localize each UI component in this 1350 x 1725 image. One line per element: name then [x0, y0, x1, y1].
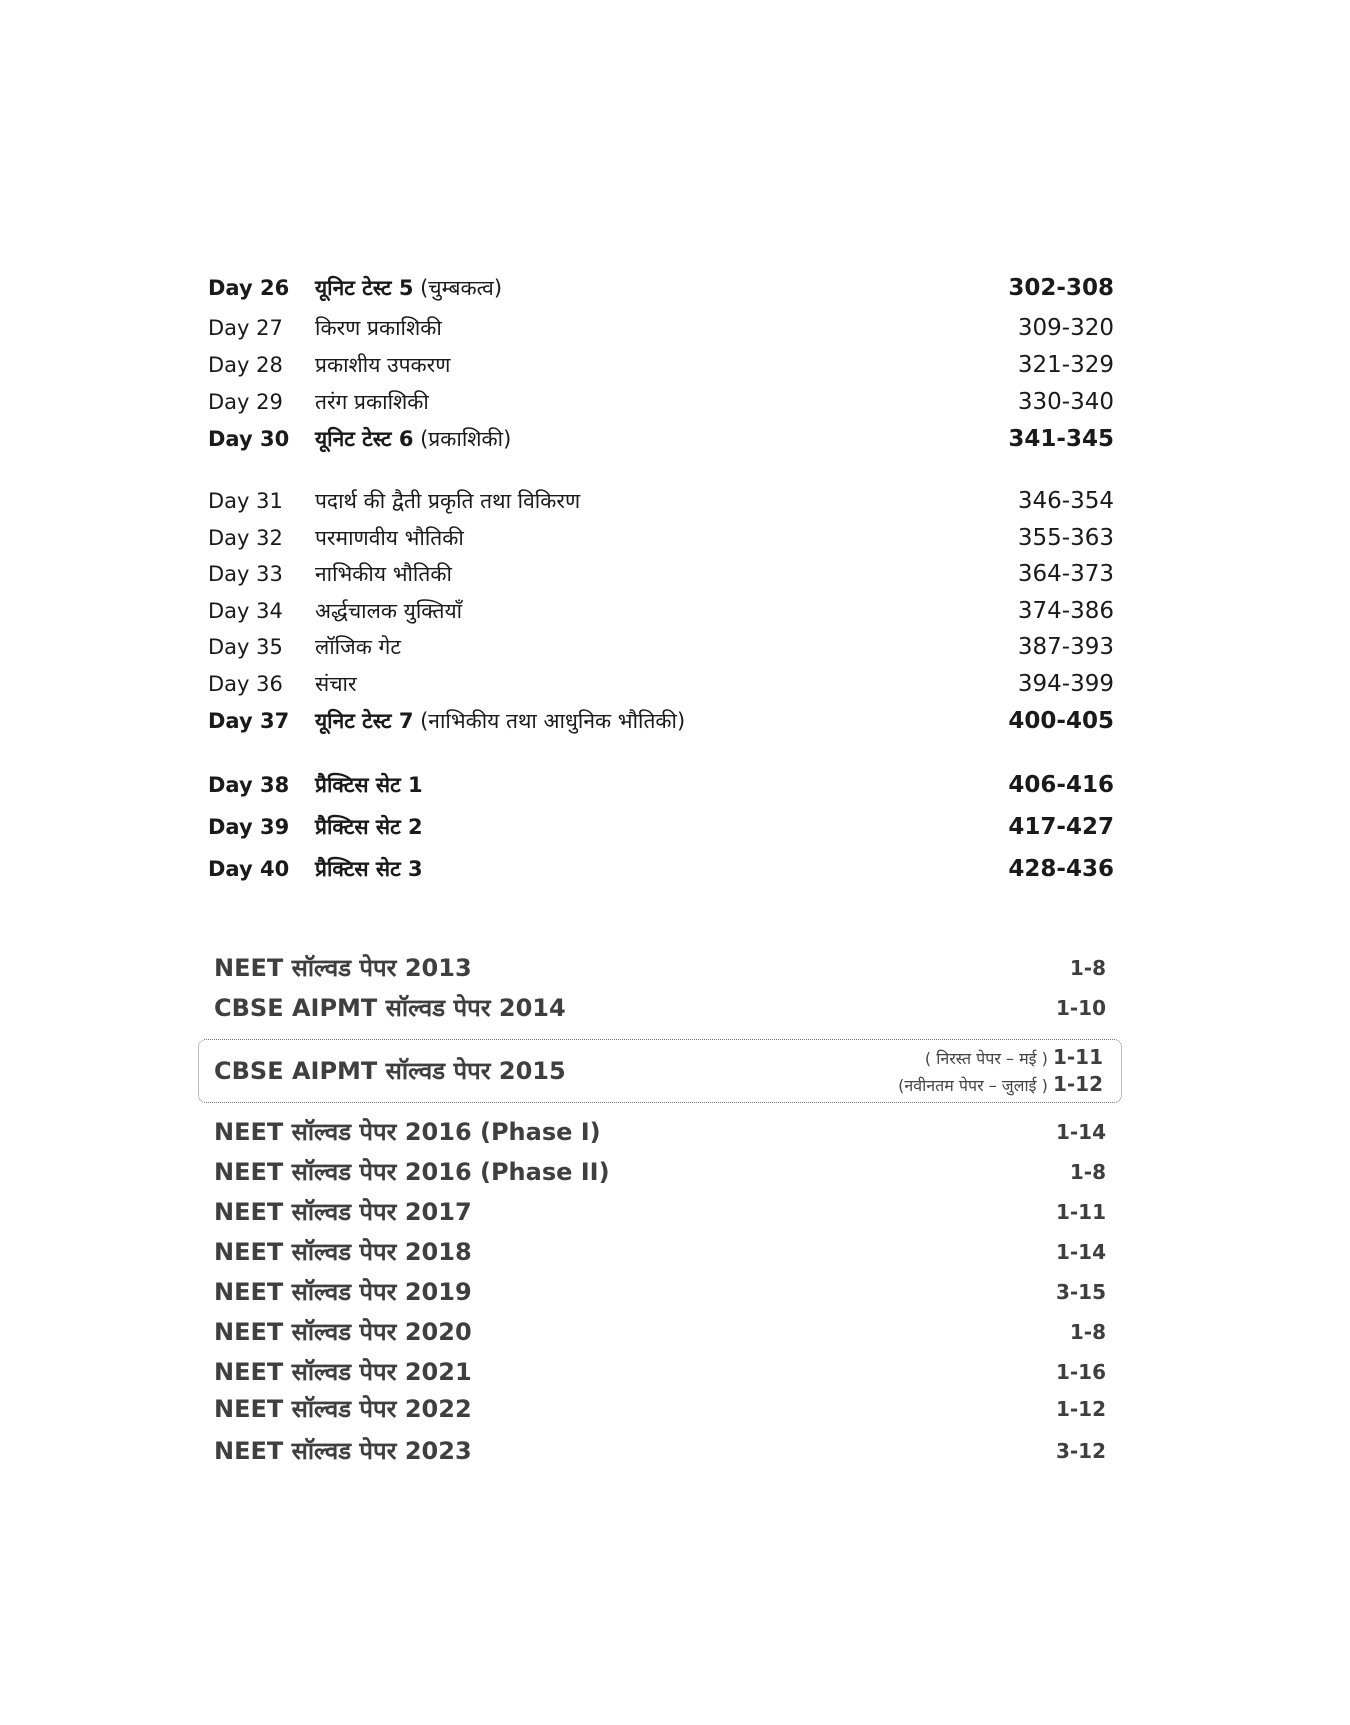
day-label: Day 28 — [208, 353, 283, 377]
toc-row — [0, 520, 1350, 556]
chapter-title — [315, 809, 423, 845]
day-label: Day 33 — [208, 562, 283, 586]
solved-paper-row — [0, 1312, 1350, 1352]
day-label: Day 30 — [208, 427, 290, 451]
solved-paper-row — [0, 1112, 1350, 1152]
chapter-title: नाभिकीय भौतिकी — [315, 562, 452, 586]
chapter-title — [315, 270, 502, 306]
chapter-title: प्रकाशीय उपकरण — [315, 353, 451, 377]
day-label: Day 35 — [208, 635, 283, 659]
page-range: 341-345 — [1008, 426, 1114, 452]
day-label: Day 36 — [208, 672, 283, 696]
day-label: Day 40 — [208, 857, 290, 881]
page-range: 1-11 — [1055, 1200, 1106, 1224]
page-range: 346-354 — [1017, 488, 1114, 514]
page-range: 428-436 — [1008, 856, 1114, 882]
page-range: 417-427 — [1008, 814, 1114, 840]
chapter-title-sub: (नाभिकीय तथा आधुनिक भौतिकी) — [413, 709, 686, 733]
day-label: Day 37 — [208, 709, 290, 733]
page-range: 1-12 — [1055, 1397, 1106, 1421]
solved-paper-row — [0, 1389, 1350, 1429]
solved-paper-title: NEET सॉल्वड पेपर 2023 — [214, 1437, 472, 1465]
toc-row — [0, 384, 1350, 420]
chapter-title-main: प्रैक्टिस सेट 2 — [315, 815, 423, 839]
solved-paper-row — [0, 1192, 1350, 1232]
page-range: 3-12 — [1055, 1439, 1106, 1463]
solved-paper-title: NEET सॉल्वड पेपर 2018 — [214, 1238, 472, 1266]
solved-paper-row — [0, 1152, 1350, 1192]
page-range: 374-386 — [1017, 598, 1114, 624]
page-range: 330-340 — [1017, 389, 1114, 415]
solved-paper-title: NEET सॉल्वड पेपर 2016 (Phase II) — [214, 1158, 610, 1186]
page-range: 309-320 — [1017, 315, 1114, 341]
solved-paper-title: NEET सॉल्वड पेपर 2021 — [214, 1358, 472, 1386]
solved-paper-row — [0, 1431, 1350, 1471]
page-range: 1-8 — [1069, 1320, 1106, 1344]
page-range: 406-416 — [1008, 772, 1114, 798]
page-range: 1-16 — [1055, 1360, 1106, 1384]
chapter-title: अर्द्धचालक युक्तियाँ — [315, 599, 463, 623]
solved-paper-title: NEET सॉल्वड पेपर 2013 — [214, 954, 472, 982]
chapter-title: संचार — [315, 672, 357, 696]
solved-paper-row — [0, 1232, 1350, 1272]
day-label: Day 26 — [208, 276, 290, 300]
toc-row — [0, 421, 1350, 457]
paper-variant-note: ( निरस्त पेपर – मई ) — [924, 1049, 1048, 1068]
chapter-title-main: प्रैक्टिस सेट 1 — [315, 773, 423, 797]
chapter-title-sub: (चुम्बकत्व) — [413, 276, 503, 300]
page-range: 1-10 — [1055, 996, 1106, 1020]
day-label: Day 38 — [208, 773, 290, 797]
page-range: 1-14 — [1055, 1120, 1106, 1144]
page-range: 1-8 — [1069, 1160, 1106, 1184]
chapter-title — [315, 851, 423, 887]
day-label: Day 31 — [208, 489, 283, 513]
page-range: 1-12 — [1052, 1072, 1103, 1096]
toc-row — [0, 851, 1350, 887]
toc-row — [0, 809, 1350, 845]
chapter-title-main: यूनिट टेस्ट 7 — [315, 709, 414, 733]
page-range: 387-393 — [1017, 634, 1114, 660]
chapter-title — [315, 767, 423, 803]
chapter-title-sub: (प्रकाशिकी) — [413, 427, 512, 451]
solved-paper-title: NEET सॉल्वड पेपर 2022 — [214, 1395, 472, 1423]
toc-row — [0, 703, 1350, 739]
toc-row — [0, 767, 1350, 803]
chapter-title-main: यूनिट टेस्ट 5 — [315, 276, 414, 300]
page-range: 364-373 — [1017, 561, 1114, 587]
paper-variant-line — [898, 1071, 1103, 1097]
chapter-title — [315, 421, 511, 457]
solved-paper-title: CBSE AIPMT सॉल्वड पेपर 2014 — [214, 994, 566, 1022]
page-range: 1-11 — [1052, 1045, 1103, 1069]
solved-paper-title: NEET सॉल्वड पेपर 2019 — [214, 1278, 472, 1306]
page-range: 302-308 — [1008, 275, 1114, 301]
page-range: 394-399 — [1017, 671, 1114, 697]
solved-paper-title: NEET सॉल्वड पेपर 2020 — [214, 1318, 472, 1346]
paper-variant-note: (नवीनतम पेपर – जुलाई ) — [898, 1076, 1048, 1095]
solved-paper-row — [0, 1272, 1350, 1312]
day-label: Day 29 — [208, 390, 283, 414]
page-range: 355-363 — [1017, 525, 1114, 551]
paper-variant-line — [925, 1044, 1103, 1070]
chapter-title: किरण प्रकाशिकी — [315, 316, 442, 340]
page-range: 1-14 — [1055, 1240, 1106, 1264]
chapter-title-main: यूनिट टेस्ट 6 — [315, 427, 414, 451]
chapter-title: पदार्थ की द्वैती प्रकृति तथा विकिरण — [315, 489, 581, 513]
solved-paper-2015-box — [198, 1039, 1122, 1103]
chapter-title — [315, 703, 685, 739]
page-range: 400-405 — [1008, 708, 1114, 734]
toc-row — [0, 347, 1350, 383]
toc-row — [0, 593, 1350, 629]
toc-row — [0, 556, 1350, 592]
solved-paper-row — [0, 948, 1350, 988]
toc-row — [0, 629, 1350, 665]
page-range: 3-15 — [1055, 1280, 1106, 1304]
chapter-title-main: प्रैक्टिस सेट 3 — [315, 857, 423, 881]
chapter-title: तरंग प्रकाशिकी — [315, 390, 429, 414]
solved-paper-row — [0, 988, 1350, 1028]
toc-row — [0, 310, 1350, 346]
page-range: 321-329 — [1017, 352, 1114, 378]
toc-row — [0, 666, 1350, 702]
chapter-title: परमाणवीय भौतिकी — [315, 526, 464, 550]
day-label: Day 32 — [208, 526, 283, 550]
solved-paper-title: NEET सॉल्वड पेपर 2017 — [214, 1198, 472, 1226]
day-label: Day 39 — [208, 815, 290, 839]
day-label: Day 27 — [208, 316, 283, 340]
toc-row — [0, 270, 1350, 306]
solved-paper-row — [0, 1352, 1350, 1392]
day-label: Day 34 — [208, 599, 283, 623]
solved-paper-title: CBSE AIPMT सॉल्वड पेपर 2015 — [214, 1057, 566, 1085]
toc-row — [0, 483, 1350, 519]
page-range: 1-8 — [1069, 956, 1106, 980]
chapter-title: लॉजिक गेट — [315, 635, 401, 659]
solved-paper-title: NEET सॉल्वड पेपर 2016 (Phase I) — [214, 1118, 601, 1146]
